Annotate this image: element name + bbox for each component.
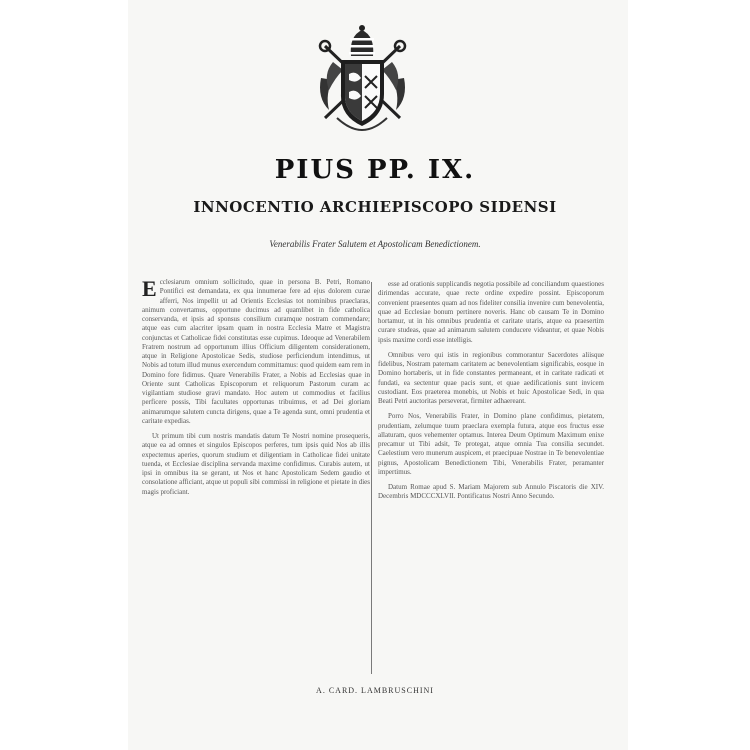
paragraph [142,278,370,426]
document-title: PIUS PP. IX. [274,155,476,185]
right-text-column [378,280,604,680]
paragraph: Omnibus vero qui istis in regionibus commorantur Sacerdotes aliisque fidelibus, Nostram paternam caritatem ac benevolentiam significabis, eosque in Domino hortaberis, ut in fide constantes permaneant, et in caritate radicati et fundati, ea sectentur quae pacis sunt, et quae aedificationis sunt invicem custodiant. Eos praeterea monebis, ut Nobis et huic Apostolicae Sedi, in qua Beati Petri auctoritas perseverat, firmiter adhaereant. [378,350,604,405]
left-text-column [142,278,370,678]
paragraph: Porro Nos, Venerabilis Frater, in Domino plane confidimus, pietatem, prudentiam, zelumque tuum praeclara exempla futura, atque eos fructus esse allaturam, quos vehementer optamus. Interea Deum Optimum Maximum enixe precamur ut Tibi adsit, Te protegat, atque omnia Tua consilia secundet. Caelestium vero munerum auspicem, et praecipuae Nostrae in Te benevolentiae pignus, Apostolicam Benedictionem Tibi, Venerabilis Frater, peramanter impertimus. [378,412,604,476]
signature-line: A. CARD. LAMBRUSCHINI [316,686,434,695]
column-divider [371,282,372,674]
paragraph-text: cclesiarum omnium sollicitudo, quae in persona B. Petri, Romano Pontifici est demandata, ex qua innumerae fere ad ejus dolorem curae afferri, Nos impellit ut ad Orientis Ecclesias tot nominibus praeclaras, animum convertamus, opportune ducimus ad quamlibet in fide catholica conservanda, et ipsis ad sponsus consilium curamque nostram commendare; atque eas cum alacriter ipsam quam in nostra Ecclesia Matre et Magistra conjunctas et Catholicae fidei constitutas esse cupimus. Ideoque ad Venerabilem Fratrem nostrum ad opportunum illius Officium diligentem considerationem, atque in Religione Apostolicae Sedis, studiose perficiendum intendimus, ut Nobis ad totum illud munus exercendum committamus: quod quidem eam rem in Domino fore fidimus. Quare Venerabilis Frater, a Nobis ad Ecclesias quae in Oriente sunt Catholicas Episcoporum et reliquorum Pastorum curam ac vigilantiam studiose gravi mandato. Hoc autem ut commodius et facilius perficere possis, Tibi facultates opportunas tribuimus, et ad Dei gloriam animarumque salutem cuncta dirigens, quae a Te agenda sunt, omni prudentia et caritate expedias. [142,278,370,425]
paragraph: Datum Romae apud S. Mariam Majorem sub Annulo Piscatoris die XIV. Decembris MDCCCXLVII. Pontificatus Nostri Anno Secundo. [378,483,604,501]
drop-cap: E [142,278,157,301]
papal-coat-of-arms-icon [315,18,410,133]
paragraph: esse ad orationis supplicandis negotia possibile ad conciliandum quaestiones dirimendas accurate, quae recte ordine expedire possint. Episcoporum convenient praesentes quam ad nos fideliter consilia invenire cum benevolentia, quae ad Ecclesiae bonum pertinere noveris. Hanc ob causam Te in Domino hortamur, ut in his omnibus prudentia et caritate utaris, atque ea praesertim curare studeas, quae ad animarum salutem conducere videantur, et quae Nobis ipsis maxime cordi esse intelligis. [378,280,604,344]
paragraph: Ut primum tibi cum nostris mandatis datum Te Nostri nomine prosequeris, atque ea ad omnes et singulos Episcopos perferes, tum ipsis quid Nos ab illis expectemus aperies, quorum studium et diligentiam in Catholicae fidei unitate tuenda, et Ecclesiae disciplina servanda maxime confidimus. Curabis autem, ut ipsi in omnibus ita se gerant, ut Nos et hanc Apostolicam Sedem gaudio et consolatione afficiant, atque ut populi sibi commissi in religione et pietate in dies magis proficiant. [142,432,370,496]
addressee-heading: INNOCENTIO ARCHIEPISCOPO SIDENSI [193,198,557,216]
salutation-line: Venerabilis Frater Salutem et Apostolicam Benedictionem. [269,239,481,249]
